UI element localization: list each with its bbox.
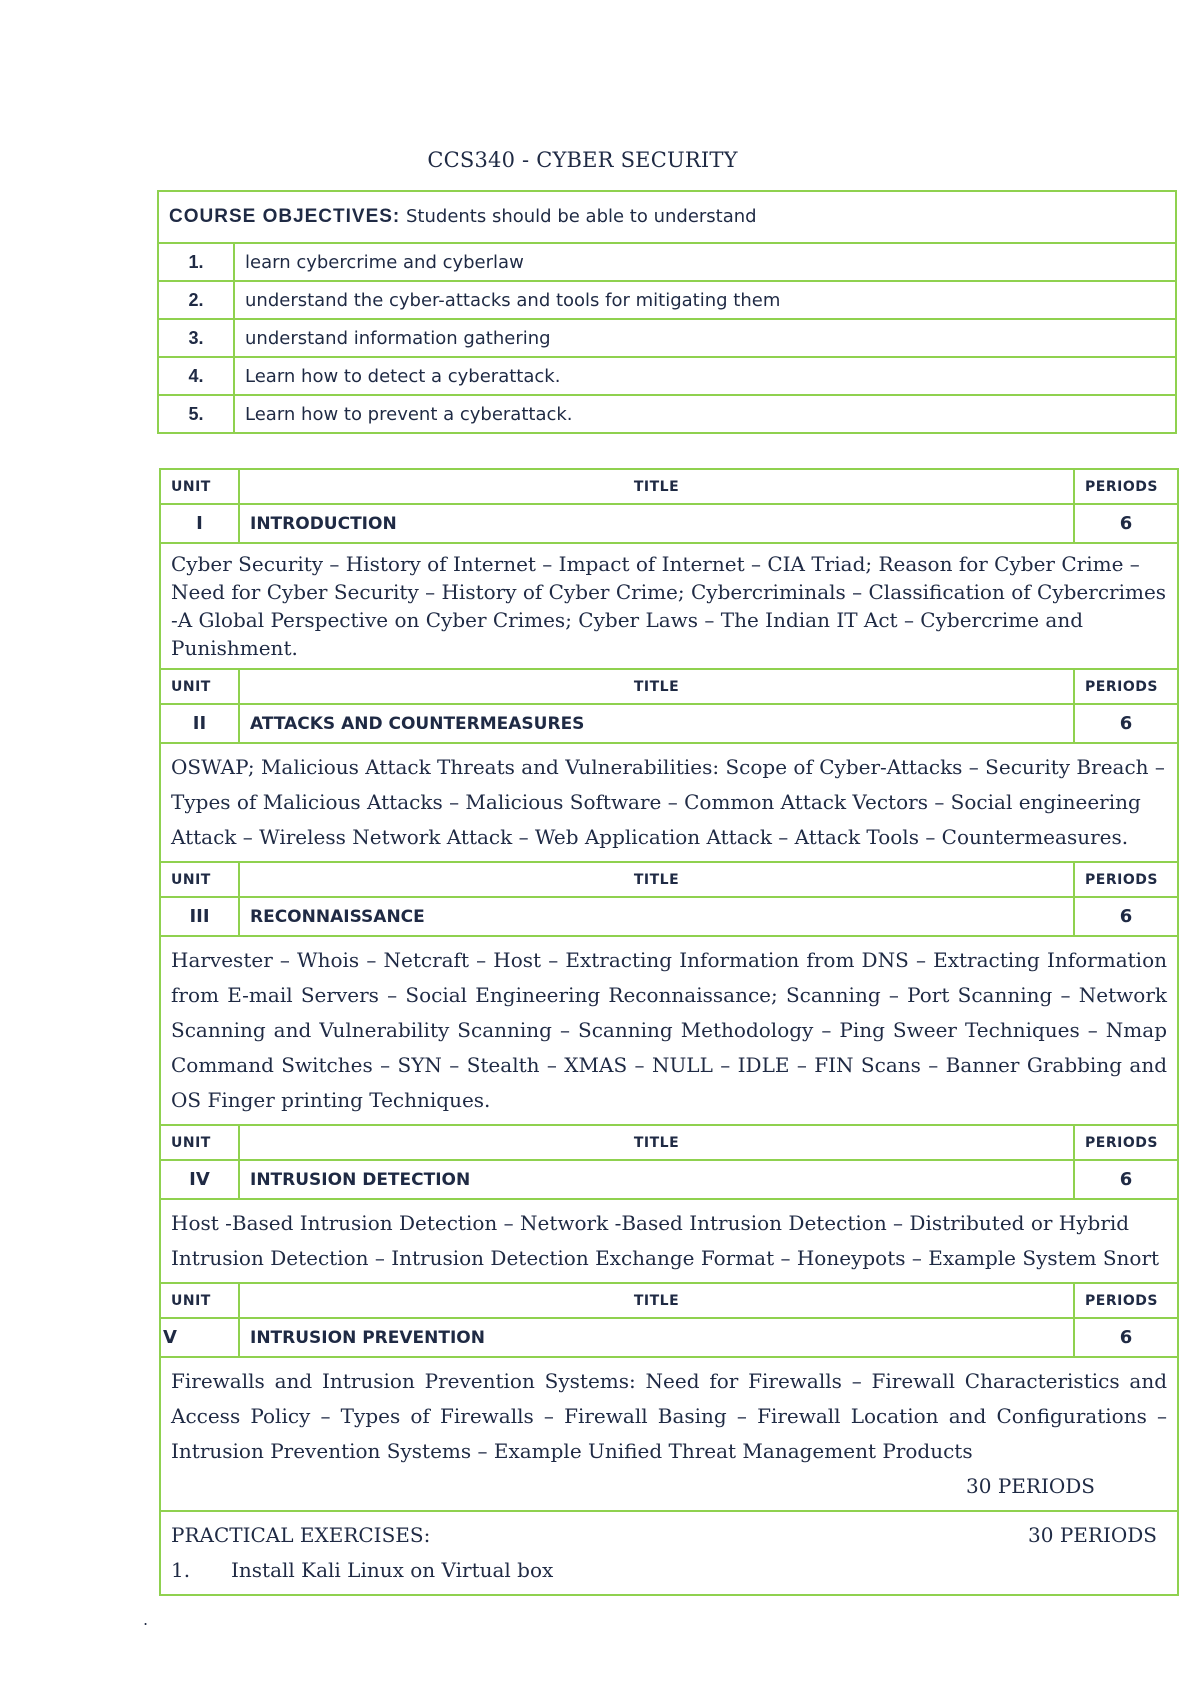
unit-number: IV <box>160 1160 239 1199</box>
unit-description: Cyber Security – History of Internet – Impact of Internet – CIA Triad; Reason for Cyber Crime – Need for Cyber Security – History of Cyber Crime; Cybercriminals – Classification of Cybercrimes -A Global Perspective on Cyber Crimes; Cyber Laws – The Indian IT Act – Cybercrime and Punishment. <box>160 543 1178 669</box>
unit-title: INTRUSION PREVENTION <box>239 1318 1074 1357</box>
objective-text: understand the cyber-attacks and tools for mitigating them <box>234 281 1176 319</box>
practical-label: PRACTICAL EXERCISES: <box>171 1523 431 1547</box>
unit-description-row <box>160 743 1178 862</box>
objective-number: 5. <box>158 395 234 433</box>
unit-row <box>160 704 1178 743</box>
practical-item-text: Install Kali Linux on Virtual box <box>231 1558 554 1582</box>
objective-number: 2. <box>158 281 234 319</box>
unit-periods: 6 <box>1074 1318 1178 1357</box>
unit-column-header: UNIT <box>160 469 239 504</box>
unit-title: ATTACKS AND COUNTERMEASURES <box>239 704 1074 743</box>
unit-description-row <box>160 936 1178 1125</box>
objective-row <box>158 395 1176 433</box>
unit-number: V <box>160 1318 239 1357</box>
periods-column-header: PERIODS <box>1074 1283 1178 1318</box>
title-column-header: TITLE <box>239 1125 1074 1160</box>
objective-row <box>158 357 1176 395</box>
unit-periods: 6 <box>1074 1160 1178 1199</box>
objective-number: 1. <box>158 243 234 281</box>
unit-description: Firewalls and Intrusion Prevention Systems: Need for Firewalls – Firewall Characteristics and Access Policy – Types of Firewalls – Firewall Basing – Firewall Location and Configurations – Intrusion Prevention Systems – Example Unified Threat Management Products <box>171 1369 1167 1463</box>
unit-row <box>160 504 1178 543</box>
unit-description-row <box>160 543 1178 669</box>
unit-title: RECONNAISSANCE <box>239 897 1074 936</box>
practical-item <box>171 1553 1167 1588</box>
title-column-header: TITLE <box>239 469 1074 504</box>
unit-periods: 6 <box>1074 704 1178 743</box>
page-title: CCS340 - CYBER SECURITY <box>427 148 738 172</box>
objective-row <box>158 281 1176 319</box>
periods-column-header: PERIODS <box>1074 1125 1178 1160</box>
title-column-header: TITLE <box>239 1283 1074 1318</box>
unit-column-header: UNIT <box>160 1283 239 1318</box>
objectives-header <box>158 191 1176 243</box>
practical-periods: 30 PERIODS <box>1028 1523 1157 1547</box>
practical-row <box>160 1511 1178 1595</box>
objective-text: understand information gathering <box>234 319 1176 357</box>
total-periods: 30 PERIODS <box>966 1474 1095 1498</box>
unit-row <box>160 1160 1178 1199</box>
unit-description: Harvester – Whois – Netcraft – Host – Extracting Information from DNS – Extracting Information from E-mail Servers – Social Engineering Reconnaissance; Scanning – Port Scanning – Network Scanning and Vulnerability Scanning – Scanning Methodology – Ping Sweer Techniques – Nmap Command Switches – SYN – Stealth – XMAS – NULL – IDLE – FIN Scans – Banner Grabbing and OS Finger printing Techniques. <box>160 936 1178 1125</box>
objective-text: learn cybercrime and cyberlaw <box>234 243 1176 281</box>
practical-item-number: 1. <box>171 1558 191 1582</box>
unit-column-header: UNIT <box>160 669 239 704</box>
unit-description: Host -Based Intrusion Detection – Network -Based Intrusion Detection – Distributed or Hybrid Intrusion Detection – Intrusion Detection Exchange Format – Honeypots – Example System Snort <box>160 1199 1178 1283</box>
unit-header-row <box>160 1283 1178 1318</box>
unit-title: INTRUSION DETECTION <box>239 1160 1074 1199</box>
unit-column-header: UNIT <box>160 1125 239 1160</box>
objectives-intro: Students should be able to understand <box>406 206 757 227</box>
unit-title: INTRODUCTION <box>239 504 1074 543</box>
unit-description: OSWAP; Malicious Attack Threats and Vulnerabilities: Scope of Cyber-Attacks – Security Breach – Types of Malicious Attacks – Malicious Software – Common Attack Vectors – Social engineering Attack – Wireless Network Attack – Web Application Attack – Attack Tools – Countermeasures. <box>160 743 1178 862</box>
unit-description-row <box>160 1357 1178 1511</box>
objective-text: Learn how to prevent a cyberattack. <box>234 395 1176 433</box>
course-objectives-table <box>157 190 1177 434</box>
title-column-header: TITLE <box>239 862 1074 897</box>
syllabus-table <box>159 468 1179 1596</box>
unit-periods: 6 <box>1074 897 1178 936</box>
unit-column-header: UNIT <box>160 862 239 897</box>
objective-number: 3. <box>158 319 234 357</box>
objective-row <box>158 319 1176 357</box>
objective-number: 4. <box>158 357 234 395</box>
unit-number: II <box>160 704 239 743</box>
unit-number: III <box>160 897 239 936</box>
unit-header-row <box>160 469 1178 504</box>
periods-column-header: PERIODS <box>1074 669 1178 704</box>
periods-column-header: PERIODS <box>1074 469 1178 504</box>
objective-text: Learn how to detect a cyberattack. <box>234 357 1176 395</box>
periods-column-header: PERIODS <box>1074 862 1178 897</box>
unit-description-cell <box>160 1357 1178 1511</box>
unit-row <box>160 897 1178 936</box>
title-column-header: TITLE <box>239 669 1074 704</box>
objectives-header-row <box>158 191 1176 243</box>
unit-header-row <box>160 862 1178 897</box>
objectives-label: COURSE OBJECTIVES: <box>169 206 401 227</box>
practical-exercises <box>160 1511 1178 1595</box>
footer-mark: . <box>143 1610 149 1629</box>
unit-periods: 6 <box>1074 504 1178 543</box>
unit-header-row <box>160 1125 1178 1160</box>
unit-header-row <box>160 669 1178 704</box>
unit-number: I <box>160 504 239 543</box>
unit-row <box>160 1318 1178 1357</box>
unit-description-row <box>160 1199 1178 1283</box>
objective-row <box>158 243 1176 281</box>
